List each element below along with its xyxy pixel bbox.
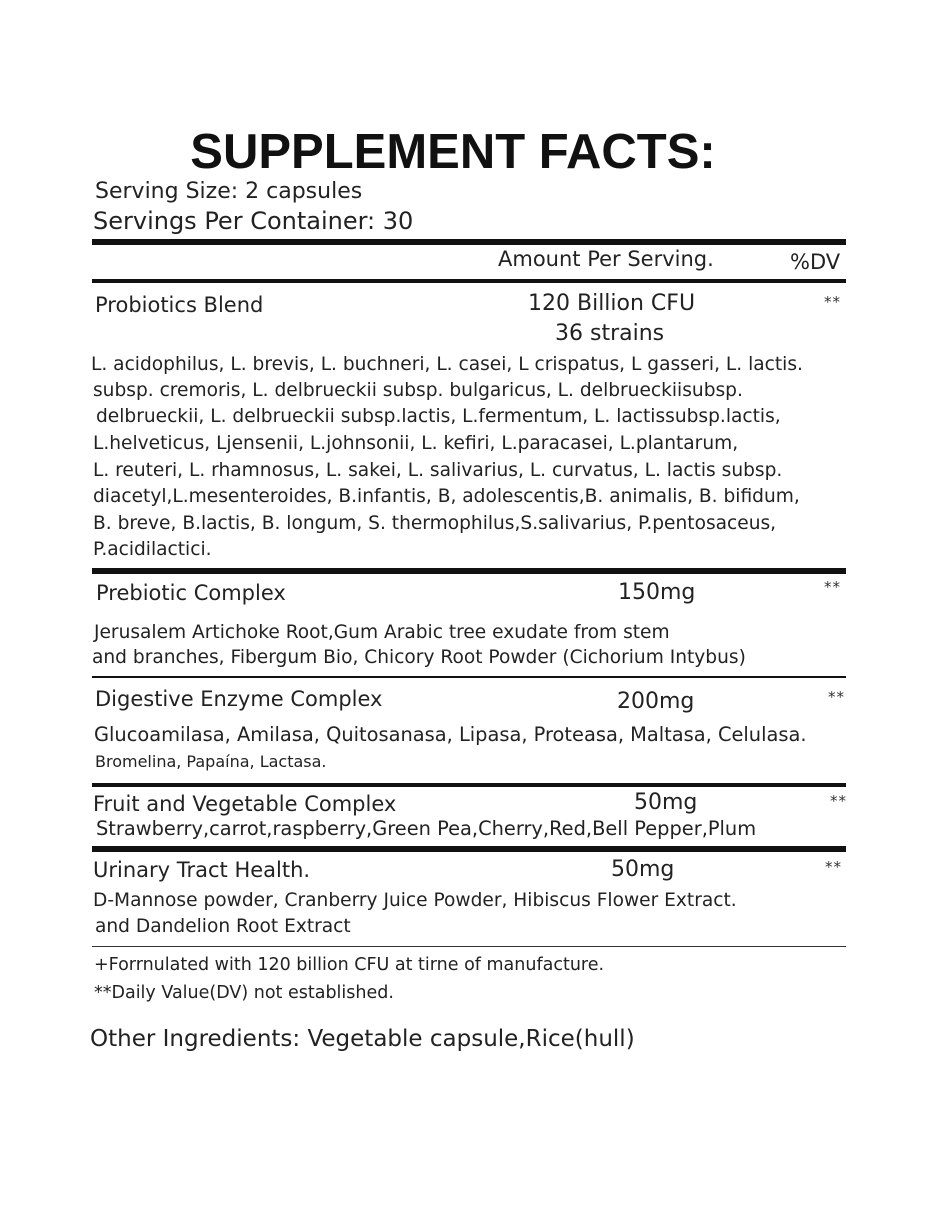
fruit-dv: **	[830, 792, 847, 810]
section-divider	[92, 568, 846, 574]
enzyme-ingredient-line: Bromelina, Papaína, Lactasa.	[95, 752, 327, 771]
probiotics-strain-line: subsp. cremoris, L. delbrueckii subsp. bulgaricus, L. delbrueckiisubsp.	[93, 380, 743, 401]
serving-size: Serving Size: 2 capsules	[95, 179, 363, 204]
probiotics-strain-line: B. breve, B.lactis, B. longum, S. thermophilus,S.salivarius, P.pentosaceus,	[93, 513, 777, 534]
probiotics-strain-line: delbrueckii, L. delbrueckii subsp.lactis, L.fermentum, L. lactissubsp.lactis,	[96, 406, 781, 427]
urinary-ingredient-line: and Dandelion Root Extract	[95, 916, 351, 937]
urinary-amount: 50mg	[611, 857, 675, 882]
enzyme-amount: 200mg	[617, 689, 695, 714]
fruit-amount: 50mg	[634, 790, 698, 815]
enzyme-ingredient-line: Glucoamilasa, Amilasa, Quitosanasa, Lipasa, Proteasa, Maltasa, Celulasa.	[94, 723, 807, 746]
enzyme-name: Digestive Enzyme Complex	[95, 687, 383, 711]
probiotics-strain-line: L.helveticus, Ljensenii, L.johnsonii, L. kefiri, L.paracasei, L.plantarum,	[93, 433, 739, 454]
urinary-ingredient-line: D-Mannose powder, Cranberry Juice Powder, Hibiscus Flower Extract.	[93, 890, 737, 911]
footnote-cfu: +Forrnulated with 120 billion CFU at tirne of manufacture.	[94, 955, 605, 975]
servings-per-container: Servings Per Container: 30	[93, 207, 414, 235]
prebiotic-dv: **	[824, 578, 841, 596]
header-divider	[92, 279, 846, 283]
fruit-name: Fruit and Vegetable Complex	[93, 792, 397, 816]
footer-divider	[92, 946, 846, 947]
urinary-dv: **	[825, 858, 842, 876]
amount-per-serving-header: Amount Per Serving.	[498, 247, 714, 271]
probiotics-strain-line: L. reuteri, L. rhamnosus, L. sakei, L. salivarius, L. curvatus, L. lactis subsp.	[93, 460, 783, 481]
probiotics-strains: 36 strains	[555, 321, 665, 346]
prebiotic-amount: 150mg	[618, 580, 696, 605]
probiotics-strain-line: diacetyl,L.mesenteroides, B.infantis, B, adolescentis,B. animalis, B. bifidum,	[93, 486, 800, 507]
fruit-ingredient-line: Strawberry,carrot,raspberry,Green Pea,Cherry,Red,Bell Pepper,Plum	[96, 817, 757, 840]
other-ingredients: Other Ingredients: Vegetable capsule,Rice(hull)	[90, 1026, 635, 1052]
dv-header: %DV	[790, 250, 841, 274]
section-divider	[92, 846, 846, 852]
probiotics-strain-line: P.acidilactici.	[93, 539, 212, 560]
prebiotic-ingredient-line: and branches, Fibergum Bio, Chicory Root Powder (Cichorium Intybus)	[92, 647, 746, 668]
footnote-dv: **Daily Value(DV) not established.	[94, 983, 394, 1003]
section-divider	[92, 676, 846, 678]
probiotics-strain-line: L. acidophilus, L. brevis, L. buchneri, L. casei, L crispatus, L gasseri, L. lactis.	[91, 354, 803, 375]
probiotics-name: Probiotics Blend	[95, 293, 264, 317]
section-divider	[92, 783, 846, 787]
probiotics-dv: **	[824, 293, 841, 311]
enzyme-dv: **	[828, 688, 845, 706]
urinary-name: Urinary Tract Health.	[93, 858, 311, 882]
top-divider	[92, 239, 846, 245]
page-title: SUPPLEMENT FACTS:	[190, 125, 716, 179]
prebiotic-ingredient-line: Jerusalem Artichoke Root,Gum Arabic tree exudate from stem	[94, 622, 670, 643]
prebiotic-name: Prebiotic Complex	[96, 581, 286, 605]
probiotics-amount: 120 Billion CFU	[528, 291, 696, 316]
